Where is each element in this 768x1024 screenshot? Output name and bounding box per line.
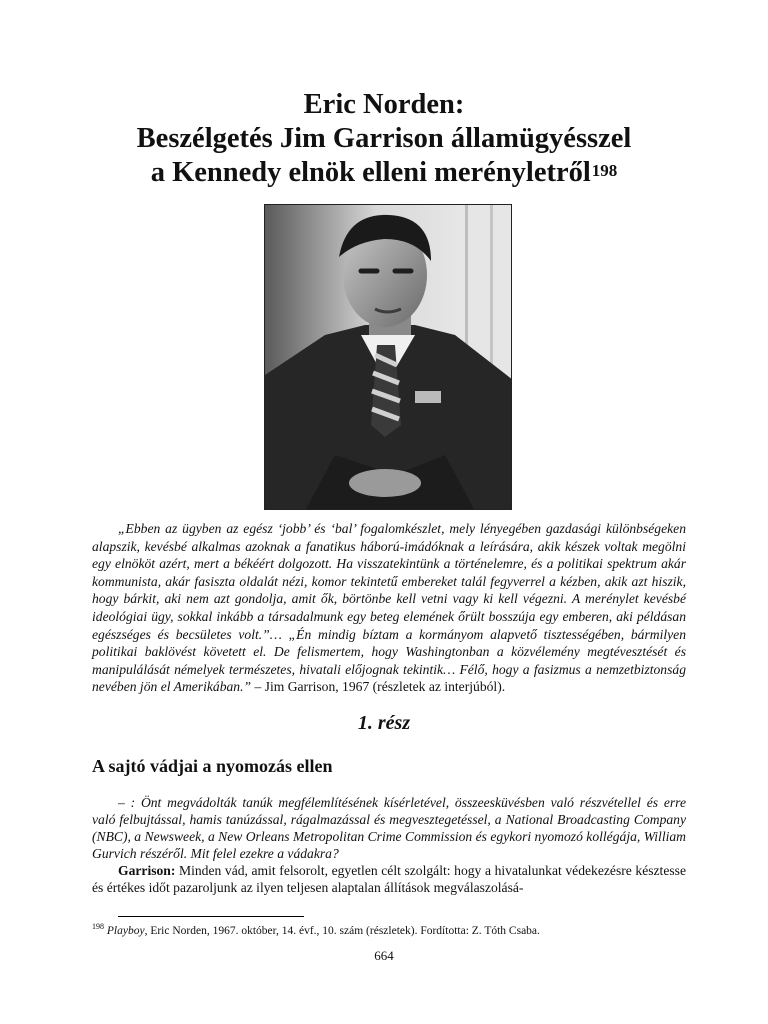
footnote-divider: [118, 916, 304, 917]
page-number: 664: [374, 948, 394, 963]
footnote-source: Playboy: [106, 924, 145, 937]
epigraph-quote: [92, 520, 686, 696]
article-title: [0, 88, 768, 190]
interview-body: [92, 794, 686, 896]
footnote-text: , Eric Norden, 1967. október, 14. évf., 10. szám (részletek). Fordította: Z. Tóth Csaba.: [144, 924, 540, 937]
interviewer-question: [92, 794, 686, 862]
title-line-1: Eric Norden:: [303, 89, 465, 120]
question-text: Önt megvádolták tanúk megfélemlítésének kísérletével, összeesküvésben való részvétellel és erre való felbujtással, hamis tanúzással, rágalmazással és megvesztegetéssel, a National Broadcasting Company (NBC), a Newsweek, a New Orleans Metropolitan Crime Commission és egykori nyomozó kollégája, William Gurvich részéről. Mit felel ezekre a vádakra?: [92, 795, 686, 861]
answer-text: Minden vád, amit felsorolt, egyetlen célt szolgált: hogy a hivatalunkat védekezésre késztesse és értékes időt pazaroljunk az ilyen teljesen alaptalan állítások megválaszolásá-: [92, 863, 686, 895]
speaker-label: Garrison:: [118, 863, 176, 878]
portrait-illustration: [265, 205, 512, 510]
quote-attribution: – Jim Garrison, 1967 (részletek az interjúból).: [251, 679, 506, 695]
section-heading: A sajtó vádjai a nyomozás ellen: [92, 756, 333, 776]
question-prefix: – :: [118, 795, 141, 810]
quote-text: „Ebben az ügyben az egész ‘jobb’ és ‘bal’ fogalomkészlet, mely lényegében gazdasági különbségeken alapszik, kevésbé alkalmas azoknak a fanatikus háború-imádóknak a leírására, akik készek voltak megölni egy elnököt azért, mert a békéért dolgozott. Ha visszatekintünk a történelemre, és a politikai spektrum akár kommunista, akár fasiszta oldalát nézi, komor tekintetű embereket talál fegyverrel a kézben, akik azt hiszik, hogy bárkit, aki nem azt gondolja, amit ők, börtönbe kell vetni vagy ki kell végezni. A merénylet kevésbé ideológiai ügy, sokkal inkább a társadalmunk egy beteg elemének őrült bosszúja egy emberen, aki példásan egészséges és becsületes volt.”… „Én mindig bíztam a kormányom alapvető tisztességében, bármilyen politikai baklövést követett el. De felismertem, hogy Washingtonban a közvélemény megtévesztését és manipulálását némelyek természetes, hivatali előjognak tekintik… Félő, hogy a fasizmus a nemzetbiztonság nevében jön el Amerikában.”: [92, 521, 686, 695]
title-line-2: Beszélgetés Jim Garrison államügyésszel: [136, 123, 632, 154]
part-heading: 1. rész: [357, 712, 411, 734]
footnote: [92, 922, 692, 937]
title-line-3-text: a Kennedy elnök elleni merényletről: [150, 157, 591, 188]
footnote-number: 198: [92, 922, 104, 931]
portrait-photo-icon: [264, 204, 512, 510]
title-line-3: [0, 156, 768, 190]
garrison-answer: [92, 862, 686, 896]
title-footnote-ref: 198: [591, 161, 618, 180]
